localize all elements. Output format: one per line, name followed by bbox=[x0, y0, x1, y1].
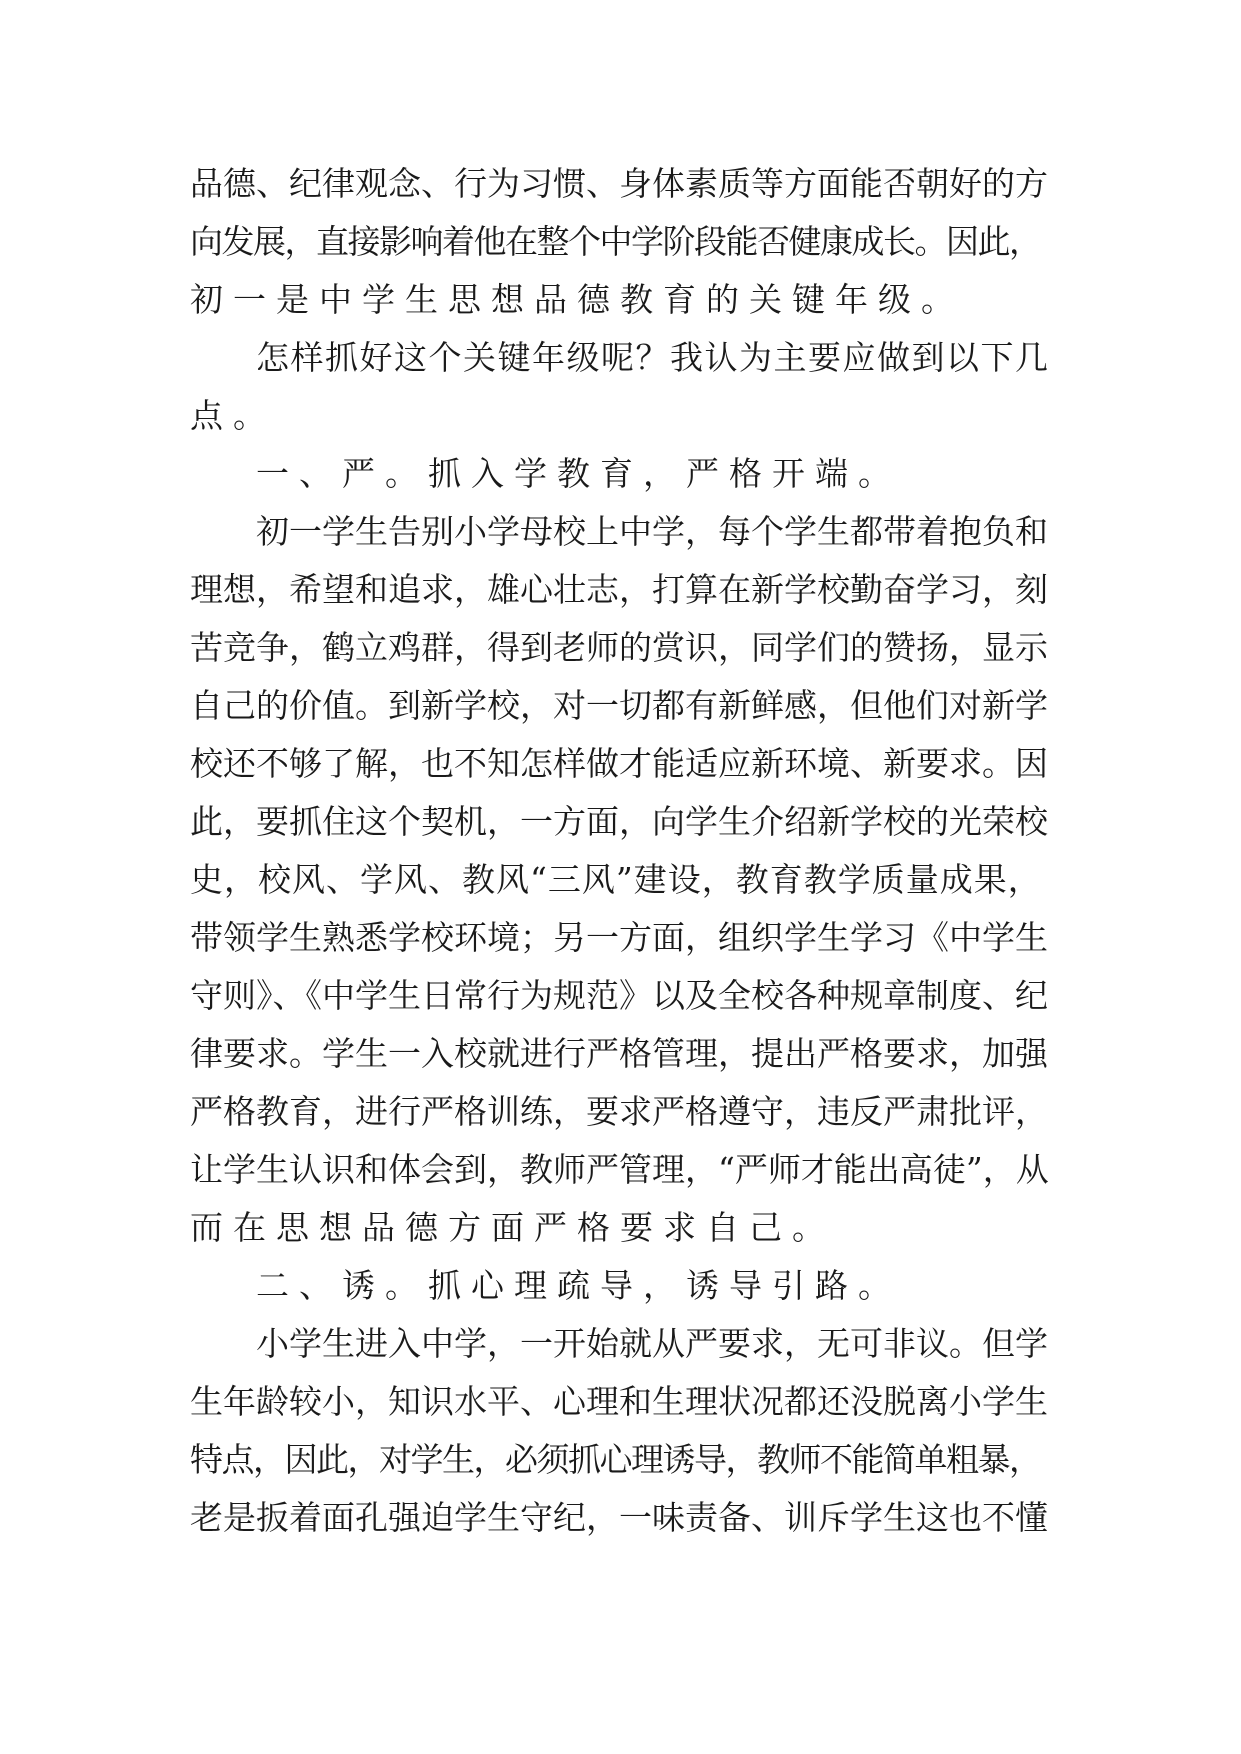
body-line: 老是扳着面孔强迫学生守纪，一味责备、训斥学生这也不懂 bbox=[190, 1498, 1048, 1537]
body-line: 史，校风、学风、教风“三风”建设，教育教学质量成果， bbox=[190, 860, 1042, 899]
body-line: 苦竞争，鹤立鸡群，得到老师的赏识，同学们的赞扬，显示 bbox=[190, 628, 1048, 667]
paragraph-start-line: 初一学生告别小学母校上中学，每个学生都带着抱负和 bbox=[256, 512, 1048, 551]
body-line: 自己的价值。到新学校，对一切都有新鲜感，但他们对新学 bbox=[190, 686, 1048, 725]
body-line: 校还不够了解，也不知怎样做才能适应新环境、新要求。因 bbox=[190, 744, 1048, 783]
section-heading-1: 一、严。抓入学教育，严格开端。 bbox=[256, 454, 901, 493]
body-line: 律要求。学生一入校就进行严格管理，提出严格要求，加强 bbox=[190, 1034, 1048, 1073]
body-line: 初一是中学生思想品德教育的关键年级。 bbox=[190, 280, 964, 319]
document-body bbox=[190, 155, 1050, 1547]
body-line: 品德、纪律观念、行为习惯、身体素质等方面能否朝好的方 bbox=[190, 164, 1048, 203]
body-line: 带领学生熟悉学校环境；另一方面，组织学生学习《中学生 bbox=[190, 918, 1048, 957]
body-line: 此，要抓住这个契机，一方面，向学生介绍新学校的光荣校 bbox=[190, 802, 1048, 841]
body-line: 生年龄较小，知识水平、心理和生理状况都还没脱离小学生 bbox=[190, 1382, 1048, 1421]
body-line: 严格教育，进行严格训练，要求严格遵守，违反严肃批评， bbox=[190, 1092, 1048, 1131]
body-line: 理想，希望和追求，雄心壮志，打算在新学校勤奋学习，刻 bbox=[190, 570, 1048, 609]
body-line: 让学生认识和体会到，教师严管理，“严师才能出高徒”，从 bbox=[190, 1150, 1049, 1189]
body-line: 向发展，直接影响着他在整个中学阶段能否健康成长。因此， bbox=[190, 222, 1041, 261]
body-line: 特点，因此，对学生，必须抓心理诱导，教师不能简单粗暴， bbox=[190, 1440, 1041, 1479]
paragraph-start-line: 怎样抓好这个关键年级呢？我认为主要应做到以下几 bbox=[256, 338, 1050, 377]
body-line: 而在思想品德方面严格要求自己。 bbox=[190, 1208, 835, 1247]
body-line: 点。 bbox=[190, 396, 276, 435]
paragraph-start-line: 小学生进入中学，一开始就从严要求，无可非议。但学 bbox=[256, 1324, 1048, 1363]
body-line: 守则》、《中学生日常行为规范》以及全校各种规章制度、纪 bbox=[190, 976, 1048, 1015]
section-heading-2: 二、诱。抓心理疏导，诱导引路。 bbox=[256, 1266, 901, 1305]
